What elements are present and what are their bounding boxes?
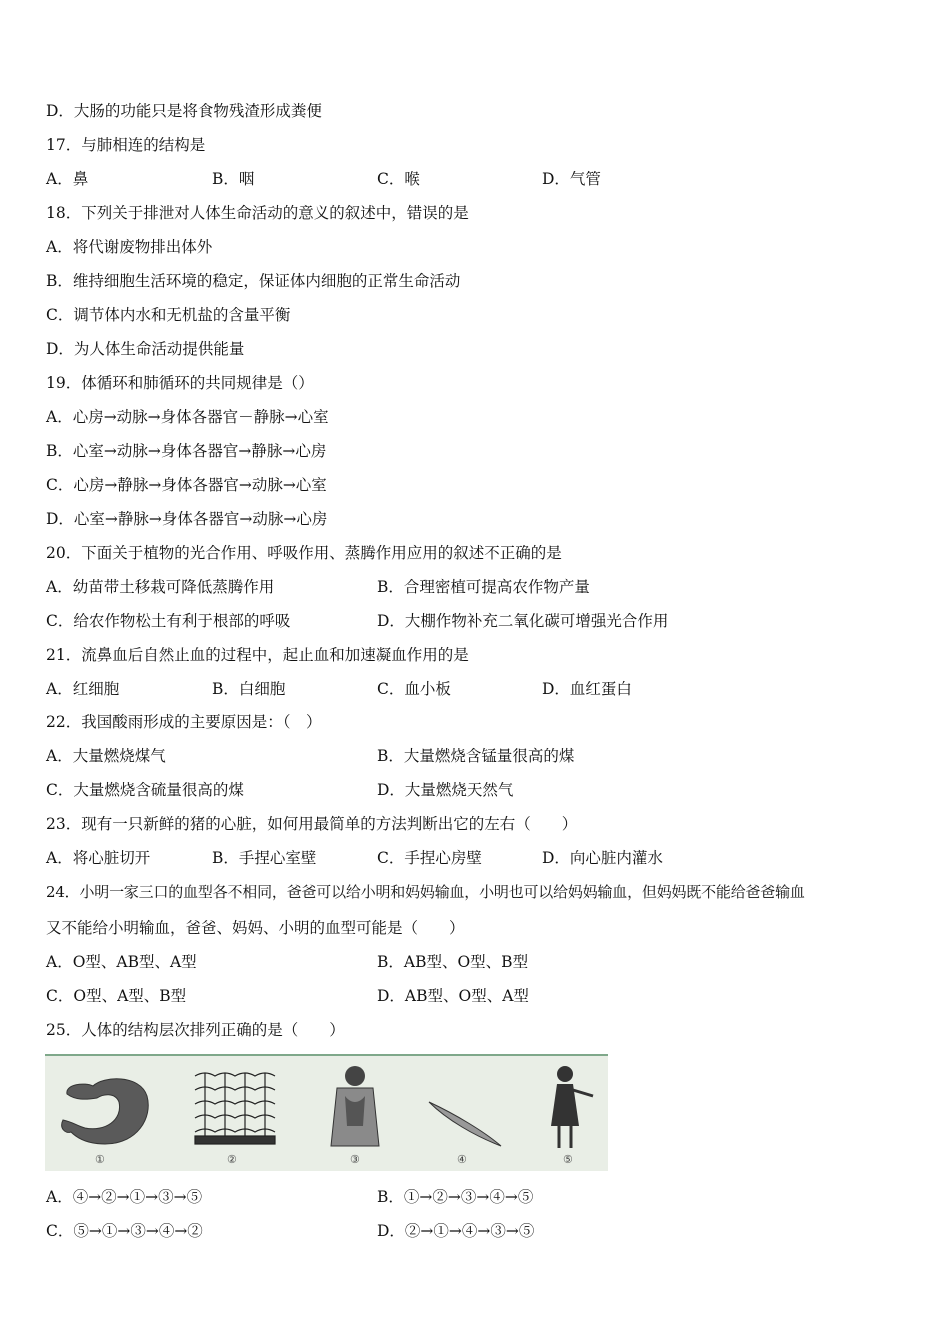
tissue-illustration <box>195 1073 275 1144</box>
figure-illustrations <box>45 1056 608 1171</box>
q19-option-c: C．心房→静脉→身体各器官→动脉→心室 <box>46 476 327 494</box>
q21-option-d: D．血红蛋白 <box>542 680 632 698</box>
q23-option-b: B．手捏心室壁 <box>212 849 317 867</box>
q17-option-b: B．咽 <box>212 170 255 188</box>
q19-option-d: D．心室→静脉→身体各器官→动脉→心房 <box>46 510 328 528</box>
q18-option-b: B．维持细胞生活环境的稳定，保证体内细胞的正常生命活动 <box>46 272 461 290</box>
q25-option-b: B．①→②→③→④→⑤ <box>377 1188 534 1206</box>
q19-option-a: A．心房→动脉→身体各器官－静脉→心室 <box>46 408 329 426</box>
q17-option-d: D．气管 <box>542 170 601 188</box>
question-25: 25．人体的结构层次排列正确的是（ ） <box>46 1021 345 1039</box>
figure-label-5: ⑤ <box>563 1153 573 1166</box>
q25-option-c: C．⑤→①→③→④→② <box>46 1222 203 1240</box>
q25-option-a: A．④→②→①→③→⑤ <box>46 1188 203 1206</box>
question-21: 21．流鼻血后自然止血的过程中，起止血和加速凝血作用的是 <box>46 646 469 664</box>
q22-option-c: C．大量燃烧含硫量很高的煤 <box>46 781 244 799</box>
question-23: 23．现有一只新鲜的猪的心脏，如何用最简单的方法判断出它的左右（ ） <box>46 815 578 833</box>
q22-option-a: A．大量燃烧煤气 <box>46 747 166 765</box>
q17-option-a: A．鼻 <box>46 170 89 188</box>
q23-option-a: A．将心脏切开 <box>46 849 151 867</box>
option-16d: D．大肠的功能只是将食物残渣形成粪便 <box>46 102 322 120</box>
figure-label-4: ④ <box>457 1153 467 1166</box>
q20-option-a: A．幼苗带土移栽可降低蒸腾作用 <box>46 578 275 596</box>
question-17: 17．与肺相连的结构是 <box>46 136 206 154</box>
question-24-cont: 又不能给小明输血，爸爸、妈妈、小明的血型可能是（ ） <box>46 919 465 937</box>
question-18: 18．下列关于排泄对人体生命活动的意义的叙述中，错误的是 <box>46 204 469 222</box>
question-22: 22．我国酸雨形成的主要原因是：（ ） <box>46 713 322 731</box>
q21-option-c: C．血小板 <box>377 680 451 698</box>
q24-option-b: B．AB型、O型、B型 <box>377 953 529 971</box>
question-24: 24．小明一家三口的血型各不相同，爸爸可以给小明和妈妈输血，小明也可以给妈妈输血，但妈妈既不能给爸爸输血 <box>46 883 805 901</box>
person-illustration <box>551 1066 593 1148</box>
stomach-illustration <box>62 1079 149 1144</box>
q17-option-c: C．喉 <box>377 170 420 188</box>
body-structure-figure <box>45 1054 608 1171</box>
q24-option-a: A．O型、AB型、A型 <box>46 953 197 971</box>
q25-option-d: D．②→①→④→③→⑤ <box>377 1222 535 1240</box>
system-illustration <box>331 1066 379 1146</box>
q20-option-d: D．大棚作物补充二氧化碳可增强光合作用 <box>377 612 669 630</box>
q23-option-c: C．手捏心房壁 <box>377 849 482 867</box>
q19-option-b: B．心室→动脉→身体各器官→静脉→心房 <box>46 442 327 460</box>
q18-option-a: A．将代谢废物排出体外 <box>46 238 213 256</box>
figure-label-2: ② <box>227 1153 237 1166</box>
cell-illustration <box>429 1102 501 1146</box>
q24-option-c: C．O型、A型、B型 <box>46 987 187 1005</box>
q20-option-b: B．合理密植可提高农作物产量 <box>377 578 590 596</box>
question-20: 20．下面关于植物的光合作用、呼吸作用、蒸腾作用应用的叙述不正确的是 <box>46 544 562 562</box>
q18-option-d: D．为人体生命活动提供能量 <box>46 340 245 358</box>
q20-option-c: C．给农作物松土有利于根部的呼吸 <box>46 612 291 630</box>
figure-label-3: ③ <box>350 1153 360 1166</box>
figure-label-1: ① <box>95 1153 105 1166</box>
q21-option-a: A．红细胞 <box>46 680 120 698</box>
q24-option-d: D．AB型、O型、A型 <box>377 987 529 1005</box>
q21-option-b: B．白细胞 <box>212 680 286 698</box>
q22-option-b: B．大量燃烧含锰量很高的煤 <box>377 747 575 765</box>
q23-option-d: D．向心脏内灌水 <box>542 849 663 867</box>
q18-option-c: C．调节体内水和无机盐的含量平衡 <box>46 306 291 324</box>
q22-option-d: D．大量燃烧天然气 <box>377 781 514 799</box>
question-19: 19．体循环和肺循环的共同规律是（） <box>46 374 314 392</box>
